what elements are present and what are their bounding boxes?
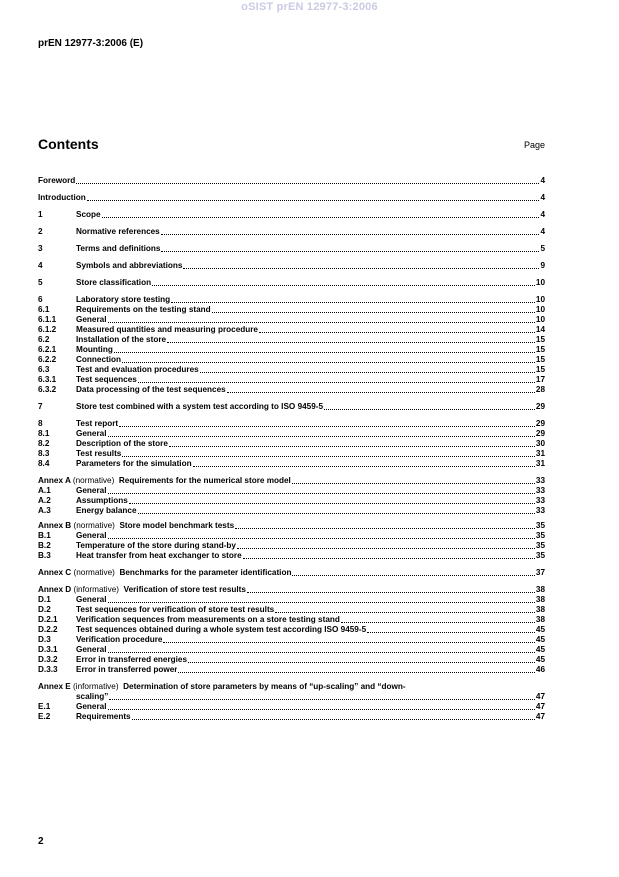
toc-entry-a-2[interactable] (38, 496, 545, 506)
toc-entry-1[interactable] (38, 210, 545, 220)
toc-entry-page: 31 (535, 449, 545, 458)
dot-leader (227, 392, 535, 393)
toc-entry-d-2[interactable] (38, 605, 545, 615)
toc-entry-title: Requirements (76, 712, 131, 721)
toc-entry-title: Parameters for the simulation (76, 459, 192, 468)
toc-entry-title: Data processing of the test sequences (76, 385, 226, 394)
toc-entry-title: Test and evaluation procedures (76, 365, 199, 374)
annex-kind: (informative) (73, 682, 119, 691)
dot-leader (108, 436, 535, 437)
toc-entry-page: 47 (535, 692, 545, 701)
toc-entry-number: 6.2 (38, 335, 50, 344)
toc-entry-page: 47 (535, 702, 545, 711)
toc-entry-title: Test sequences for verification of store test results (76, 605, 275, 614)
toc-entry-8-4[interactable] (38, 459, 545, 469)
toc-entry-page: 35 (535, 551, 545, 560)
toc-entry-6[interactable] (38, 295, 545, 305)
page-number: 2 (38, 836, 44, 847)
dot-leader (129, 503, 535, 504)
toc-entry-page: 31 (535, 459, 545, 468)
toc-entry-page: 9 (540, 261, 545, 270)
watermark: oSIST prEN 12977-3:2006 (241, 1, 378, 13)
toc-entry-d-3[interactable] (38, 635, 545, 645)
toc-entry-page: 4 (540, 176, 545, 185)
toc-entry-page: 33 (535, 486, 545, 495)
toc-entry-number: 6.1.2 (38, 325, 57, 334)
toc-entry-title: Mounting (76, 345, 113, 354)
toc-entry-title: Laboratory store testing (76, 295, 171, 304)
toc-entry-number: B.2 (38, 541, 51, 550)
dot-leader (169, 446, 535, 447)
dot-leader (119, 426, 535, 427)
dot-leader (114, 352, 535, 353)
toc-entry-a-1[interactable] (38, 486, 545, 496)
toc-entry-page: 38 (535, 615, 545, 624)
toc-entry-d-3-1[interactable] (38, 645, 545, 655)
dot-leader (171, 302, 535, 303)
annex-heading (38, 568, 291, 578)
dot-leader (122, 456, 535, 457)
toc-entry-number: A.2 (38, 496, 51, 505)
toc-entry-title: Measured quantities and measuring procedure (76, 325, 258, 334)
toc-entry-title: Test sequences (76, 375, 137, 384)
dot-leader (108, 538, 535, 539)
toc-entry-title: scaling” (76, 692, 109, 701)
document-id: prEN 12977-3:2006 (E) (38, 38, 144, 49)
toc-entry-title: General (76, 702, 107, 711)
toc-entry-number: E.1 (38, 702, 51, 711)
toc-entry-6-2-1[interactable] (38, 345, 545, 355)
dot-leader (292, 575, 534, 576)
toc-entry-title: Store classification (76, 278, 152, 287)
dot-leader (108, 602, 535, 603)
toc-entry-number: 5 (38, 278, 43, 287)
toc-entry-2[interactable] (38, 227, 545, 237)
dot-leader (132, 719, 535, 720)
toc-entry-number: 6.2.2 (38, 355, 57, 364)
toc-entry-7[interactable] (38, 402, 545, 412)
toc-entry-page: 45 (535, 625, 545, 634)
toc-entry-6-1-1[interactable] (38, 315, 545, 325)
toc-entry-number: 8.4 (38, 459, 50, 468)
page-column-label: Page (523, 140, 545, 150)
toc-entry-page: 35 (535, 531, 545, 540)
dot-leader (76, 183, 539, 184)
dot-leader (324, 409, 535, 410)
annex-heading (38, 682, 406, 692)
dot-leader (87, 200, 540, 201)
toc-entry-number: D.1 (38, 595, 51, 604)
toc-entry-d-1[interactable] (38, 595, 545, 605)
dot-leader (138, 382, 535, 383)
toc-entry-b-1[interactable] (38, 531, 545, 541)
annex-label: Annex C (38, 568, 72, 577)
dot-leader (102, 217, 540, 218)
toc-entry-title: Verification of store test results (123, 585, 246, 594)
toc-entry-d-3-2[interactable] (38, 655, 545, 665)
toc-entry-page: 4 (540, 210, 545, 219)
annex-kind: (normative) (73, 521, 115, 530)
annex-label: Annex E (38, 682, 71, 691)
dot-leader (292, 483, 535, 484)
dot-leader (200, 372, 535, 373)
toc-entry-number: A.1 (38, 486, 51, 495)
annex-heading (38, 585, 246, 595)
toc-entry-title: Description of the store (76, 439, 168, 448)
annex-label: Annex B (38, 521, 72, 530)
dot-leader (367, 632, 535, 633)
toc-entry-number: B.3 (38, 551, 51, 560)
dot-leader (161, 251, 539, 252)
toc-entry-title: General (76, 595, 107, 604)
toc-entry-number: D.3.3 (38, 665, 58, 674)
toc-entry-page: 15 (535, 355, 545, 364)
dot-leader (161, 234, 540, 235)
toc-entry-e-2[interactable] (38, 712, 545, 722)
dot-leader (243, 558, 535, 559)
toc-entry-title: Store test combined with a system test according to ISO 9459-5 (76, 402, 324, 411)
dot-leader (259, 332, 535, 333)
toc-entry-title: Installation of the store (76, 335, 167, 344)
dot-leader (138, 513, 535, 514)
toc-entry-page: 47 (535, 712, 545, 721)
toc-entry-d-2-2[interactable] (38, 625, 545, 635)
toc-entry-title: Foreword (38, 176, 76, 185)
annex-label: Annex A (38, 476, 71, 485)
toc-entry-number: 2 (38, 227, 43, 236)
toc-entry-a-3[interactable] (38, 506, 545, 516)
toc-entry-annex-d[interactable] (38, 585, 545, 595)
toc-entry-page: 29 (535, 419, 545, 428)
toc-entry-number: 3 (38, 244, 43, 253)
toc-entry-number: D.3.1 (38, 645, 58, 654)
toc-entry-page: 45 (535, 635, 545, 644)
toc-entry-title: General (76, 645, 107, 654)
toc-entry-title: Requirements for the numerical store model (118, 476, 291, 485)
toc-entry-number: 8.1 (38, 429, 50, 438)
toc-entry-page: 4 (540, 227, 545, 236)
toc-entry-page: 45 (535, 655, 545, 664)
toc-entry-number: A.3 (38, 506, 51, 515)
toc-entry-title: Error in transferred power (76, 665, 178, 674)
annex-kind: (normative) (73, 568, 115, 577)
toc-entry-page: 28 (535, 385, 545, 394)
dot-leader (108, 322, 535, 323)
toc-entry-page: 45 (535, 645, 545, 654)
toc-entry-3[interactable] (38, 244, 545, 254)
toc-entry-number: 7 (38, 402, 43, 411)
dot-leader (275, 612, 535, 613)
toc-entry-title: Store model benchmark tests (119, 521, 235, 530)
toc-entry-6-1[interactable] (38, 305, 545, 315)
dot-leader (212, 312, 535, 313)
toc-entry-title: General (76, 486, 107, 495)
toc-entry-page: 15 (535, 345, 545, 354)
toc-entry-d-3-3[interactable] (38, 665, 545, 675)
dot-leader (341, 622, 535, 623)
toc-entry-number: 4 (38, 261, 43, 270)
toc-entry-8-3[interactable] (38, 449, 545, 459)
toc-entry-title: Symbols and abbreviations (76, 261, 183, 270)
toc-entry-title: General (76, 315, 107, 324)
toc-entry-number: 6.3.1 (38, 375, 57, 384)
toc-entry-number: 6.1 (38, 305, 50, 314)
dot-leader (183, 268, 539, 269)
toc-entry-title: Heat transfer from heat exchanger to store (76, 551, 242, 560)
toc-entry-title: Introduction (38, 193, 86, 202)
toc-entry-page: 29 (535, 429, 545, 438)
toc-entry-title: Normative references (76, 227, 160, 236)
toc-entry-number: D.2 (38, 605, 51, 614)
toc-entry-annex-e[interactable] (38, 682, 545, 692)
dot-leader (108, 709, 535, 710)
toc-entry-number: 6.2.1 (38, 345, 57, 354)
toc-entry-6-3-2[interactable] (38, 385, 545, 395)
toc-entry-page: 4 (540, 193, 545, 202)
toc-entry-title: Test sequences obtained during a whole system test according ISO 9459-5 (76, 625, 367, 634)
annex-label: Annex D (38, 585, 72, 594)
toc-entry-number: B.1 (38, 531, 51, 540)
toc-entry-title: Connection (76, 355, 122, 364)
toc-entry-number: 8.3 (38, 449, 50, 458)
toc-entry-title: Test results (76, 449, 122, 458)
toc-entry-number: 6.3.2 (38, 385, 57, 394)
toc-entry-b-2[interactable] (38, 541, 545, 551)
toc-entry-title: Scope (76, 210, 101, 219)
toc-entry-6-1-2[interactable] (38, 325, 545, 335)
toc-entry-annex-a[interactable] (38, 476, 545, 486)
toc-entry-title: Energy balance (76, 506, 137, 515)
toc-entry-number: E.2 (38, 712, 51, 721)
toc-entry-title: Determination of store parameters by means of “up-scaling” and “down- (123, 682, 406, 691)
toc-entry-d-2-1[interactable] (38, 615, 545, 625)
toc-entry-number: D.2.1 (38, 615, 58, 624)
toc-entry-page: 10 (535, 295, 545, 304)
dot-leader (237, 548, 535, 549)
toc-entry-page: 29 (535, 402, 545, 411)
toc-entry-8[interactable] (38, 419, 545, 429)
toc-entry-4[interactable] (38, 261, 545, 271)
dot-leader (108, 652, 535, 653)
toc-entry-6-2-2[interactable] (38, 355, 545, 365)
toc-entry-title: Test report (76, 419, 119, 428)
annex-heading (38, 521, 234, 531)
dot-leader (193, 466, 535, 467)
dot-leader (188, 662, 535, 663)
toc-entry-number: D.3.2 (38, 655, 58, 664)
dot-leader (163, 642, 534, 643)
toc-entry-b-3[interactable] (38, 551, 545, 561)
toc-entry-title: Temperature of the store during stand-by (76, 541, 236, 550)
toc-entry-number: 6.1.1 (38, 315, 57, 324)
toc-entry-title: Verification sequences from measurements on a store testing stand (76, 615, 340, 624)
toc-entry-title: Terms and definitions (76, 244, 161, 253)
toc-entry-title: Error in transferred energies (76, 655, 188, 664)
toc-entry-number: 8 (38, 419, 43, 428)
toc-entry-page: 33 (535, 506, 545, 515)
toc-entry-8-2[interactable] (38, 439, 545, 449)
toc-entry-page: 30 (535, 439, 545, 448)
toc-entry-number: D.2.2 (38, 625, 58, 634)
dot-leader (178, 672, 534, 673)
toc-entry-number: D.3 (38, 635, 51, 644)
toc-entry-annex-c[interactable] (38, 568, 545, 578)
toc-entry-6-3-1[interactable] (38, 375, 545, 385)
annex-heading (38, 476, 291, 486)
toc-entry-page: 10 (535, 305, 545, 314)
toc-entry-annex-e-continued[interactable] (38, 692, 545, 702)
toc-entry-page: 17 (535, 375, 545, 384)
dot-leader (109, 699, 535, 700)
toc-entry-title: Assumptions (76, 496, 128, 505)
toc-entry-page: 38 (535, 595, 545, 604)
toc-entry-page: 15 (535, 365, 545, 374)
toc-entry-page: 38 (535, 605, 545, 614)
dot-leader (247, 592, 535, 593)
toc-entry-page: 15 (535, 335, 545, 344)
toc-entry-number: 8.2 (38, 439, 50, 448)
table-of-contents (38, 176, 545, 722)
toc-entry-number: 1 (38, 210, 43, 219)
toc-entry-annex-b[interactable] (38, 521, 545, 531)
toc-entry-5[interactable] (38, 278, 545, 288)
toc-entry-foreword[interactable] (38, 176, 545, 186)
toc-entry-page: 10 (535, 315, 545, 324)
dot-leader (108, 493, 535, 494)
toc-entry-title: Verification procedure (76, 635, 163, 644)
toc-entry-page: 37 (535, 568, 545, 577)
toc-entry-6-2[interactable] (38, 335, 545, 345)
dot-leader (235, 528, 535, 529)
toc-entry-title: Requirements on the testing stand (76, 305, 211, 314)
toc-entry-page: 14 (535, 325, 545, 334)
dot-leader (167, 342, 535, 343)
toc-entry-page: 33 (535, 496, 545, 505)
toc-entry-title: General (76, 429, 107, 438)
toc-entry-introduction[interactable] (38, 193, 545, 203)
toc-entry-number: 6 (38, 295, 43, 304)
toc-entry-page: 38 (535, 585, 545, 594)
toc-entry-page: 46 (535, 665, 545, 674)
annex-kind: (informative) (73, 585, 119, 594)
annex-kind: (normative) (72, 476, 115, 485)
toc-entry-page: 10 (535, 278, 545, 287)
toc-entry-page: 35 (535, 521, 545, 530)
toc-entry-title: General (76, 531, 107, 540)
toc-entry-title: Benchmarks for the parameter identification (119, 568, 292, 577)
toc-entry-page: 35 (535, 541, 545, 550)
contents-title: Contents (38, 136, 99, 152)
toc-entry-e-1[interactable] (38, 702, 545, 712)
toc-entry-8-1[interactable] (38, 429, 545, 439)
dot-leader (122, 362, 535, 363)
toc-entry-page: 33 (535, 476, 545, 485)
toc-entry-6-3[interactable] (38, 365, 545, 375)
toc-entry-page: 5 (540, 244, 545, 253)
dot-leader (152, 285, 535, 286)
toc-entry-number: 6.3 (38, 365, 50, 374)
